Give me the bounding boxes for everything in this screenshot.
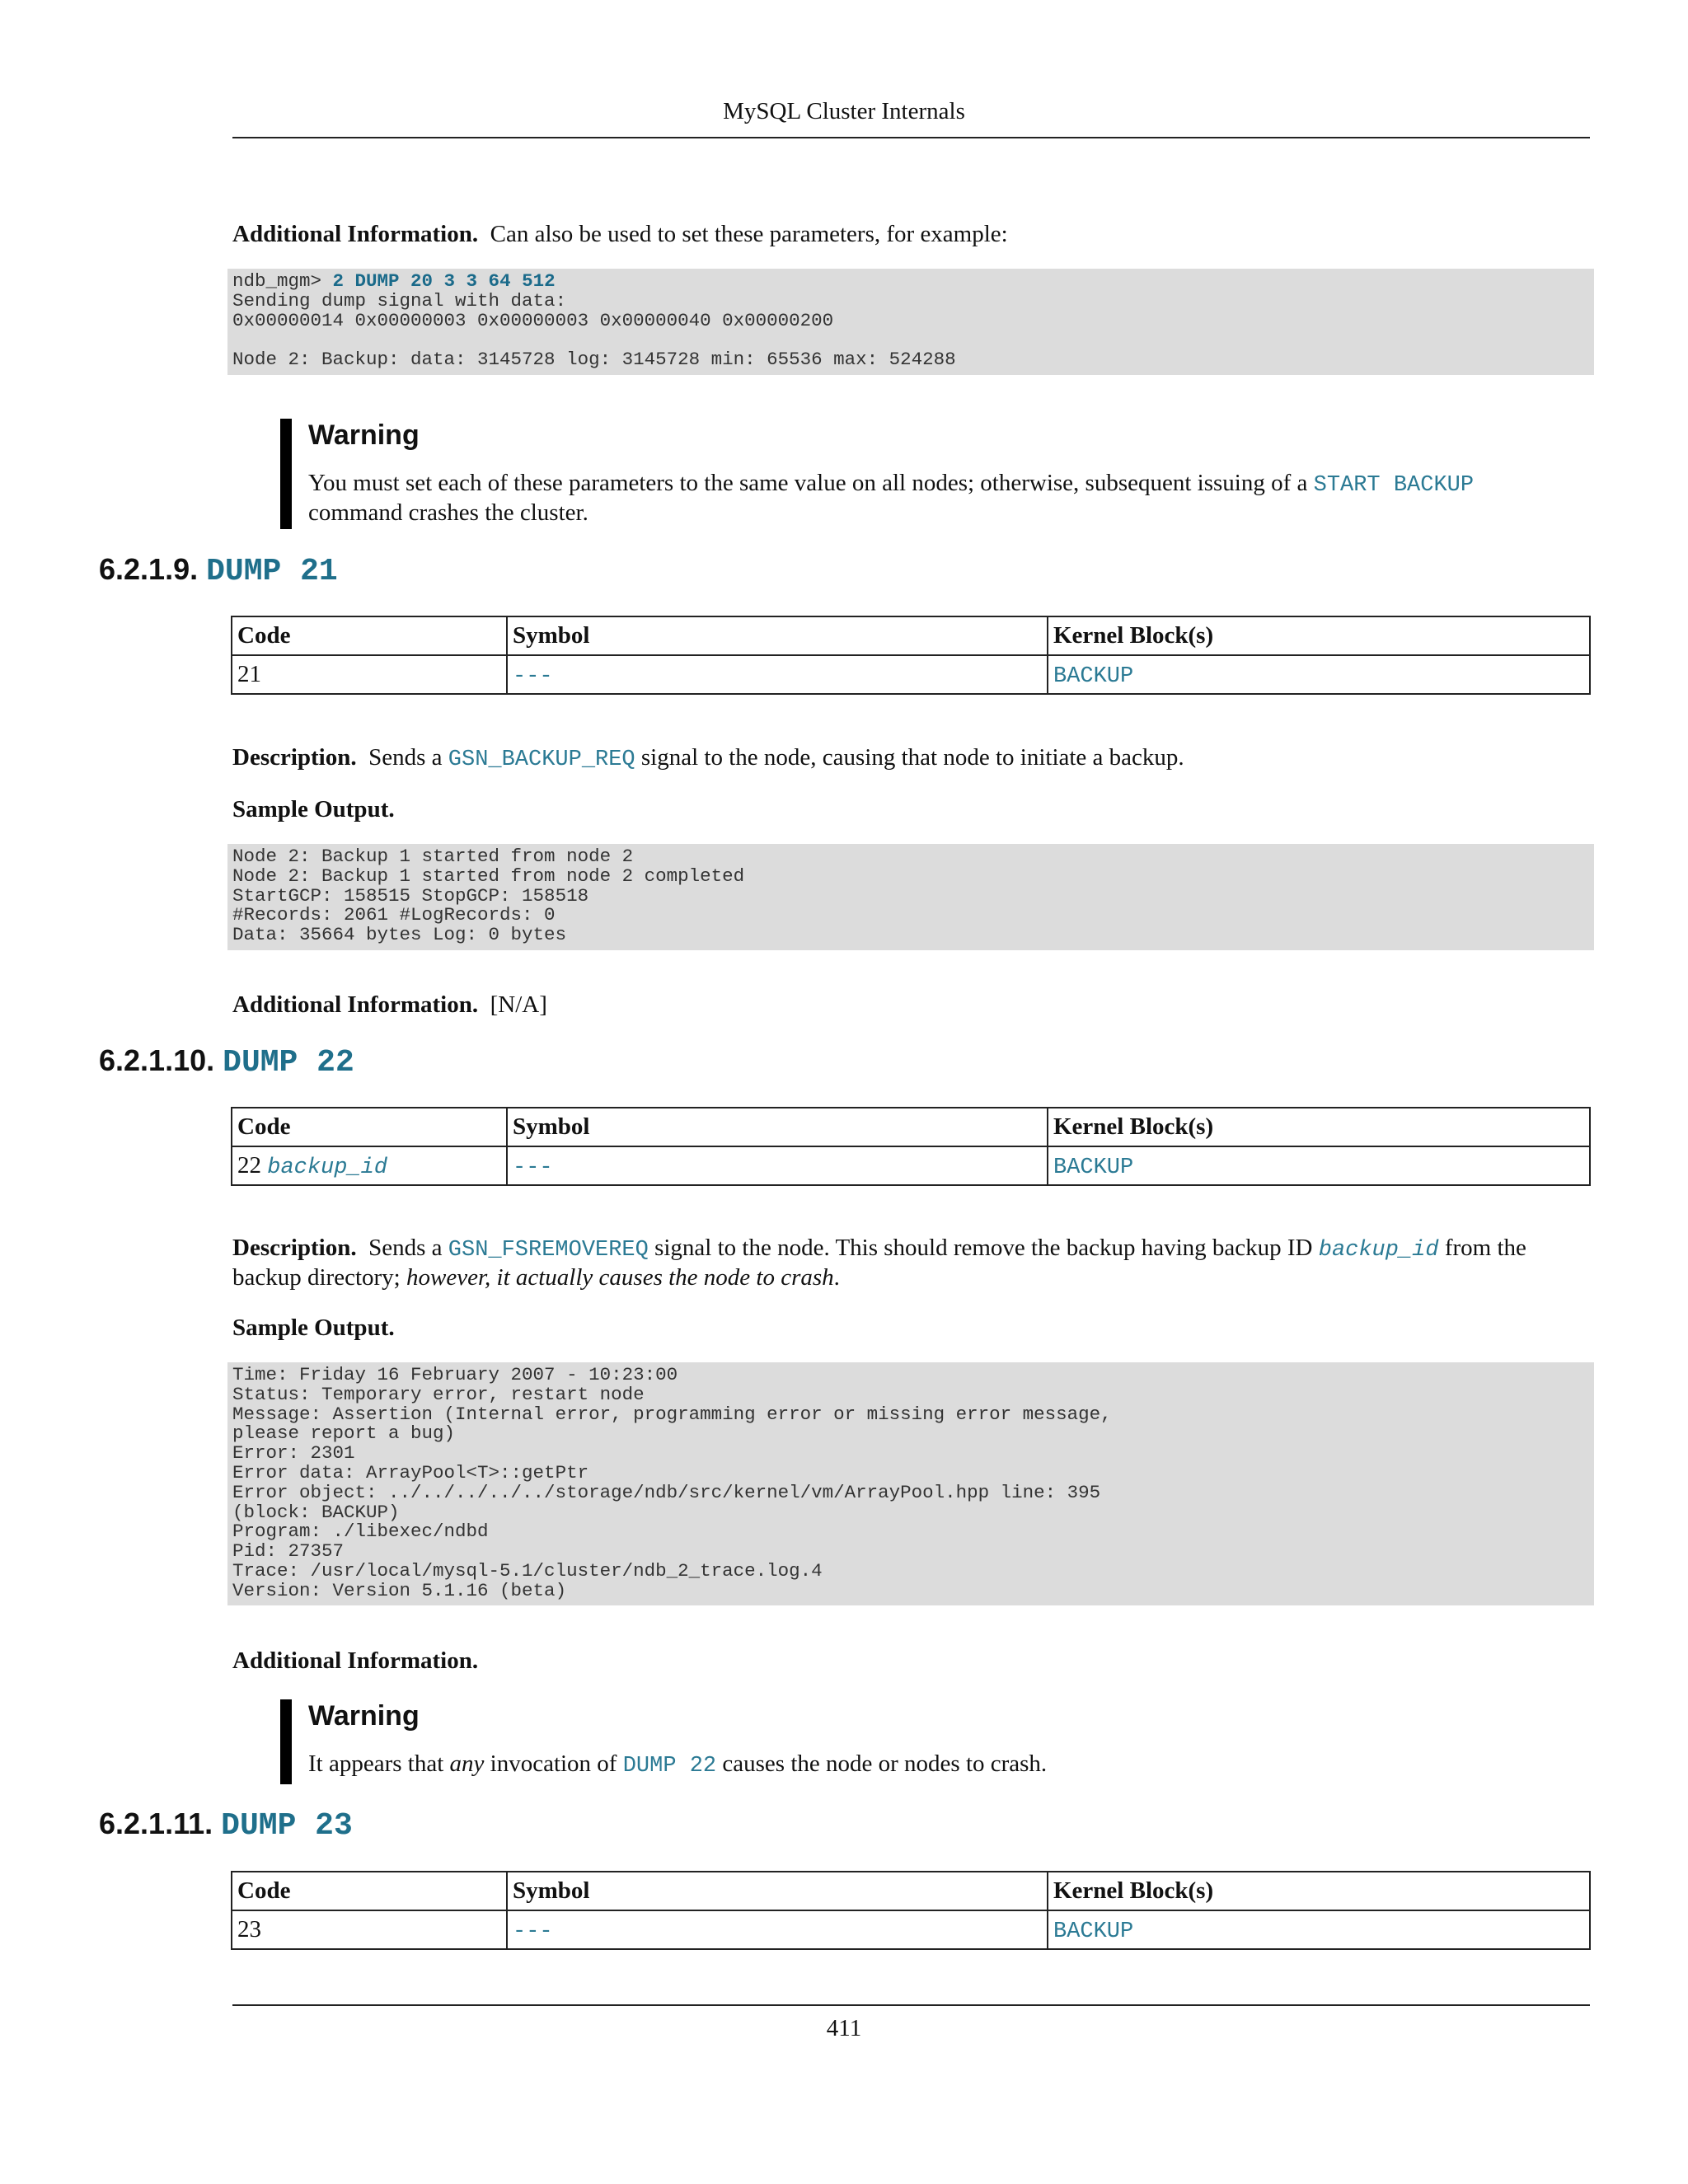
col-code-header: Code [232,1872,507,1910]
gsn-fsremovereq-link[interactable]: GSN_FSREMOVEREQ [448,1238,649,1263]
intro-additional-info [232,221,1592,248]
gsn-backup-req-link[interactable]: GSN_BACKUP_REQ [448,748,635,772]
section-title-code: DUMP 23 [221,1808,353,1844]
warning-text: You must set each of these parameters to the same value on all nodes; otherwise, subsequent issuing of a START BACKUP command crashes the cluster. [308,470,1475,526]
dump-21-description: Description. Sends a GSN_BACKUP_REQ signal to the node, causing that node to initiate a backup. [232,744,1184,772]
dump-22-link[interactable]: DUMP 22 [622,1754,717,1779]
intro-code-block [227,269,1594,375]
section-title-code: DUMP 22 [223,1045,354,1080]
symbol-link[interactable]: --- [513,1919,553,1944]
col-symbol-header: Symbol [507,1108,1048,1146]
symbol-cell [507,1146,1048,1185]
warning-box [280,419,1479,529]
dump-22-additional-label: Additional Information. [232,1647,479,1674]
footer-rule [232,2004,1590,2006]
col-kernel-header: Kernel Block(s) [1048,1108,1590,1146]
table-row [232,1910,1590,1949]
page-number: 411 [826,2015,862,2041]
dump-22-sample-output: Time: Friday 16 February 2007 - 10:23:00 Status: Temporary error, restart node Message: Assertion (Internal error, programming error or missing error message, please report a bug) Error: 2301 Error data: ArrayPool<T>::getPtr Error object: ../../../../../storage/ndb/src/kernel/vm/ArrayPool.hpp line: 395 (block: BACKUP) Program: ./libexec/ndbd Pid: 27357 Trace: /usr/local/mysql-5.1/cluster/ndb_2_trace.log.4 Version: Version 5.1.16 (beta) [227,1362,1594,1605]
symbol-link[interactable]: --- [513,1155,553,1180]
warning-title: Warning [308,1700,420,1732]
col-kernel-header: Kernel Block(s) [1048,616,1590,655]
warning-box [280,1699,1479,1784]
col-symbol-header: Symbol [507,1872,1048,1910]
backup-id-param[interactable]: backup_id [1318,1238,1439,1263]
table-row [232,1146,1590,1185]
code-cell: 23 [232,1910,507,1949]
col-symbol-header: Symbol [507,616,1048,655]
code-output: Sending dump signal with data: 0x00000014 0x00000003 0x00000003 0x00000040 0x00000200 Node 2: Backup: data: 3145728 log: 3145728 min: 65536 max: 524288 [232,289,956,371]
code-command: 2 DUMP 20 3 3 64 512 [332,270,556,292]
code-cell: 21 [232,655,507,694]
table-header-row [232,1872,1590,1910]
code-prompt: ndb_mgm> [232,270,333,292]
dump-21-sample-output: Node 2: Backup 1 started from node 2 Node 2: Backup 1 started from node 2 completed StartGCP: 158515 StopGCP: 158518 #Records: 2061 #LogRecords: 0 Data: 35664 bytes Log: 0 bytes [227,844,1594,950]
dump-21-additional-info: Additional Information. [N/A] [232,991,547,1018]
kernel-cell [1048,655,1590,694]
section-heading-dump-23: 6.2.1.11. DUMP 23 [99,1807,353,1844]
section-heading-dump-22: 6.2.1.10. DUMP 22 [99,1043,354,1080]
intro-additional-text: Can also be used to set these parameters, for example: [490,221,1008,247]
symbol-link[interactable]: --- [513,663,553,689]
warning-text: It appears that any invocation of DUMP 22 causes the node or nodes to crash. [308,1750,1048,1779]
backup-id-param[interactable]: backup_id [267,1155,388,1180]
kernel-cell [1048,1910,1590,1949]
dump-22-table [231,1107,1591,1186]
section-heading-dump-21: 6.2.1.9. DUMP 21 [99,552,338,589]
dump-21-table [231,616,1591,695]
kernel-block-link[interactable]: BACKUP [1053,1155,1134,1180]
table-row [232,655,1590,694]
kernel-cell [1048,1146,1590,1185]
warning-title: Warning [308,419,420,451]
section-title-code: DUMP 21 [206,554,338,589]
col-kernel-header: Kernel Block(s) [1048,1872,1590,1910]
col-code-header: Code [232,616,507,655]
table-header-row [232,616,1590,655]
dump-22-sample-label: Sample Output. [232,1315,395,1341]
table-header-row [232,1108,1590,1146]
intro-additional-label: Additional Information. [232,221,479,247]
code-cell: 22 backup_id [232,1146,507,1185]
dump-22-description: Description. Sends a GSN_FSREMOVEREQ signal to the node. This should remove the backup having backup ID backup_id from the backup directory; however, it actually causes the node to crash. [232,1235,1526,1291]
kernel-block-link[interactable]: BACKUP [1053,1919,1134,1944]
col-code-header: Code [232,1108,507,1146]
start-backup-link[interactable]: START BACKUP [1313,473,1475,498]
header-rule [232,137,1590,138]
symbol-cell [507,1910,1048,1949]
running-header: MySQL Cluster Internals [723,98,965,124]
dump-23-table [231,1871,1591,1950]
kernel-block-link[interactable]: BACKUP [1053,663,1134,689]
symbol-cell [507,655,1048,694]
dump-21-sample-label: Sample Output. [232,796,395,823]
